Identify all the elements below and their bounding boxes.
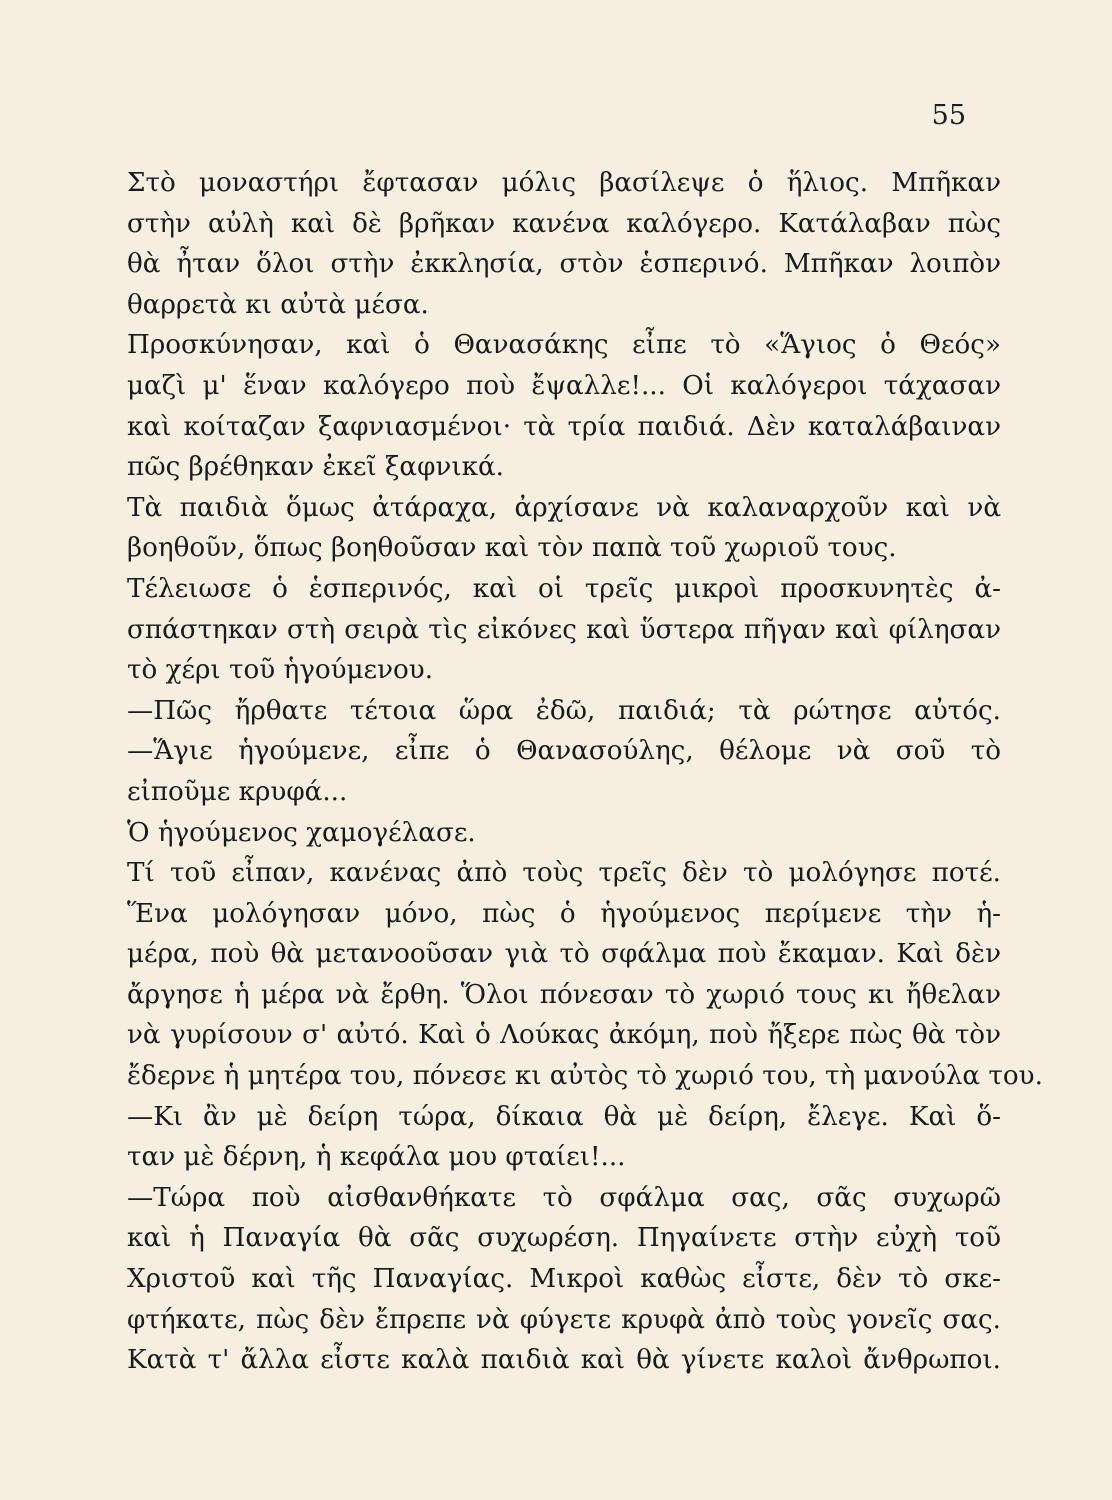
- text-line: θὰ ἦταν ὅλοι στὴν ἐκκλησία, στὸν ἑσπερινό. Μπῆκαν λοιπὸν: [127, 249, 1001, 280]
- text-line: Τὰ παιδιὰ ὅμως ἀτάραχα, ἀρχίσανε νὰ καλαναρχοῦν καὶ νὰ: [127, 492, 1001, 523]
- text-line: —Πῶς ἤρθατε τέτοια ὥρα ἐδῶ, παιδιά; τὰ ρώτησε αὐτός.: [127, 695, 1001, 726]
- text-line: ἄργησε ἡ μέρα νὰ ἔρθη. Ὅλοι πόνεσαν τὸ χωριό τους κι ἤθελαν: [127, 979, 1001, 1010]
- text-line: Ὁ ἡγούμενος χαμογέλασε.: [127, 817, 476, 848]
- text-line: Στὸ μοναστήρι ἔφτασαν μόλις βασίλεψε ὁ ἥλιος. Μπῆκαν: [127, 168, 1001, 198]
- text-line: Τί τοῦ εἶπαν, κανένας ἀπὸ τοὺς τρεῖς δὲν τὸ μολόγησε ποτέ.: [127, 858, 1001, 889]
- body-text: [127, 163, 1043, 1381]
- page-number: 55: [931, 100, 966, 131]
- text-line: σπάστηκαν στὴ σειρὰ τὶς εἰκόνες καὶ ὕστερα πῆγαν καὶ φίλησαν: [127, 614, 1001, 645]
- text-line: Ἕνα μολόγησαν μόνο, πὼς ὁ ἡγούμενος περίμενε τὴν ἡ-: [127, 898, 1001, 929]
- text-line: Χριστοῦ καὶ τῆς Παναγίας. Μικροὶ καθὼς εἶστε, δὲν τὸ σκε-: [127, 1264, 1001, 1295]
- text-line: —Κι ἂν μὲ δείρη τώρα, δίκαια θὰ μὲ δείρη, ἔλεγε. Καὶ ὅ-: [127, 1101, 1001, 1132]
- text-line: Κατὰ τ' ἄλλα εἶστε καλὰ παιδιὰ καὶ θὰ γίνετε καλοὶ ἄνθρωποι.: [127, 1345, 1001, 1376]
- text-line: τὸ χέρι τοῦ ἡγούμενου.: [127, 655, 434, 686]
- text-line: εἰποῦμε κρυφά...: [127, 776, 348, 807]
- text-line: —Ἅγιε ἡγούμενε, εἶπε ὁ Θανασούλης, θέλομε νὰ σοῦ τὸ: [127, 736, 1001, 767]
- text-line: μέρα, ποὺ θὰ μετανοοῦσαν γιὰ τὸ σφάλμα ποὺ ἔκαμαν. Καὶ δὲν: [127, 939, 1001, 970]
- text-line: καὶ ἡ Παναγία θὰ σᾶς συχωρέση. Πηγαίνετε στὴν εὐχὴ τοῦ: [127, 1223, 1001, 1254]
- text-line: βοηθοῦν, ὅπως βοηθοῦσαν καὶ τὸν παπὰ τοῦ χωριοῦ τους.: [127, 533, 897, 564]
- text-line: Προσκύνησαν, καὶ ὁ Θανασάκης εἶπε τὸ «Ἅγιος ὁ Θεός»: [127, 330, 1001, 361]
- text-line: καὶ κοίταζαν ξαφνιασμένοι· τὰ τρία παιδιά. Δὲν καταλάβαιναν: [127, 411, 1001, 442]
- text-line: στὴν αὐλὴ καὶ δὲ βρῆκαν κανένα καλόγερο. Κατάλαβαν πὼς: [127, 208, 1001, 239]
- text-line: ἔδερνε ἡ μητέρα του, πόνεσε κι αὐτὸς τὸ χωριό του, τὴ μανούλα του.: [127, 1061, 1043, 1092]
- text-line: πῶς βρέθηκαν ἐκεῖ ξαφνικά.: [127, 452, 504, 483]
- text-line: φτήκατε, πὼς δὲν ἔπρεπε νὰ φύγετε κρυφὰ ἀπὸ τοὺς γονεῖς σας.: [127, 1304, 1001, 1335]
- text-line: Τέλειωσε ὁ ἑσπερινός, καὶ οἱ τρεῖς μικροὶ προσκυνητὲς ἀ-: [127, 573, 1001, 604]
- text-line: ταν μὲ δέρνη, ἡ κεφάλα μου φταίει!...: [127, 1142, 626, 1173]
- text-line: θαρρετὰ κι αὐτὰ μέσα.: [127, 289, 429, 320]
- text-line: μαζὶ μ' ἕναν καλόγερο ποὺ ἔψαλλε!... Οἱ καλόγεροι τάχασαν: [127, 370, 1001, 401]
- text-line: —Τώρα ποὺ αἰσθανθήκατε τὸ σφάλμα σας, σᾶς συχωρῶ: [127, 1182, 1001, 1213]
- text-line: νὰ γυρίσουν σ' αὐτό. Καὶ ὁ Λούκας ἀκόμη, ποὺ ἤξερε πὼς θὰ τὸν: [127, 1020, 1001, 1051]
